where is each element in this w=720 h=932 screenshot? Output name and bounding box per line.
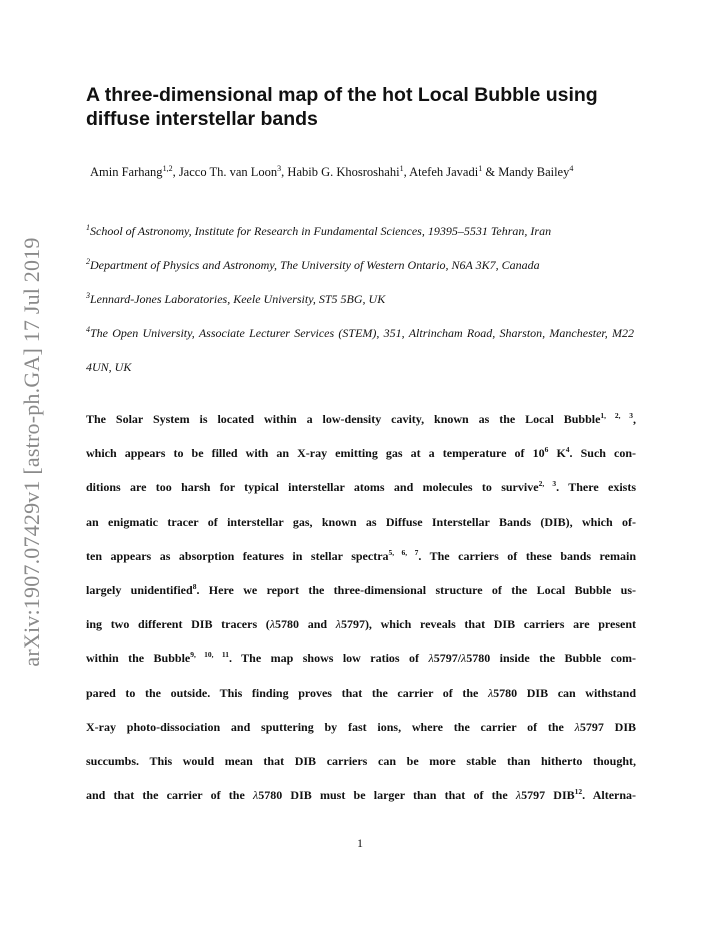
abstract-line: largely unidentified$^8$. Here we report the three-dimensional structure of the Local Bubble us- <box>86 582 636 598</box>
abstract-line: succumbs. This would mean that DIB carriers can be more stable than hitherto thought, <box>86 754 636 769</box>
lambda-symbol: λ <box>461 651 467 666</box>
abstract-line: within the Bubble$^{9, 10, 11}$. The map shows low ratios of λ5797/λ5780 inside the Bubble com- <box>86 650 636 666</box>
citation-superscript: 9, 10, 11 <box>190 650 229 660</box>
arxiv-stamp-text: arXiv:1907.07429v1 [astro-ph.GA] 17 Jul 2019 <box>19 237 44 667</box>
lambda-symbol: λ <box>428 651 434 666</box>
abstract-line: ditions are too harsh for typical interstellar atoms and molecules to survive$^{2, 3}$. There exists <box>86 479 637 495</box>
paper-title <box>86 83 646 131</box>
author: Amin Farhang$^{1,2}$, <box>90 164 179 180</box>
lambda-symbol: λ <box>253 788 259 803</box>
citation-superscript: 6 <box>544 445 549 455</box>
citation-superscript: 1, 2, 3 <box>600 411 633 420</box>
lambda-symbol: λ <box>487 685 494 700</box>
affiliation-3: $^3$Lennard-Jones Laboratories, Keele University, ST5 5BG, UK <box>86 291 386 306</box>
lambda-symbol: λ <box>515 788 522 803</box>
page-number: 1 <box>357 836 363 850</box>
affiliation-4: $^4$The Open University, Associate Lecturer Services (STEM), 351, Altrincham Road, Sharston, Manchester, M22 4UN, UK <box>86 325 634 374</box>
lambda-symbol: λ <box>574 719 580 734</box>
author: Jacco Th. van Loon$^3$, <box>178 164 288 180</box>
citation-superscript: 4 <box>565 445 570 455</box>
citation-superscript: 5, 6, 7 <box>388 547 419 557</box>
citation-superscript: 12 <box>574 787 583 797</box>
title-line-1: A three-dimensional map of the hot Local Bubble using <box>86 84 598 106</box>
citation-superscript: 2, 3 <box>538 479 557 489</box>
abstract-line: X-ray photo-dissociation and sputtering by fast ions, where the carrier of the λ5797 DIB <box>86 719 636 734</box>
lambda-symbol: λ <box>335 617 341 632</box>
abstract-paragraph <box>86 402 636 812</box>
author: Habib G. Khosroshahi$^1$, <box>287 164 410 180</box>
abstract-line: which appears to be filled with an X-ray emitting gas at a temperature of $10^6$ $K^4$. Such con- <box>86 445 636 461</box>
lambda-symbol: λ <box>269 617 276 632</box>
arxiv-identifier-stamp <box>12 232 52 672</box>
abstract-line: pared to the outside. This finding proves that the carrier of the λ5780 DIB can withstand <box>86 685 636 700</box>
title-line-2: diffuse interstellar bands <box>86 108 318 130</box>
abstract-line: and that the carrier of the λ5780 DIB must be larger than that of the λ5797 DIB$^{12}$. Alterna- <box>86 787 637 803</box>
affiliation-2: $^2$Department of Physics and Astronomy, The University of Western Ontario, N6A 3K7, Canada <box>86 257 540 272</box>
abstract-line: ten appears as absorption features in stellar spectra$^{5, 6, 7}$. The carriers of these bands remain <box>86 547 636 563</box>
abstract-line: ing two different DIB tracers (λ5780 and λ5797), which reveals that DIB carriers are present <box>86 617 636 632</box>
author: Mandy Bailey$^4$ <box>498 164 574 180</box>
abstract-line: The Solar System is located within a low-density cavity, known as the Local Bubble$^{1, 2, 3}$, <box>86 411 636 426</box>
abstract-line: an enigmatic tracer of interstellar gas, known as Diffuse Interstellar Bands (DIB), which of- <box>86 514 636 529</box>
author: Atefeh Javadi$^1$ & <box>409 164 499 180</box>
citation-superscript: 8 <box>192 582 197 592</box>
affiliation-1: $^1$School of Astronomy, Institute for Research in Fundamental Sciences, 19395–5531 Tehran, Iran <box>86 223 552 238</box>
author-list <box>90 160 650 181</box>
